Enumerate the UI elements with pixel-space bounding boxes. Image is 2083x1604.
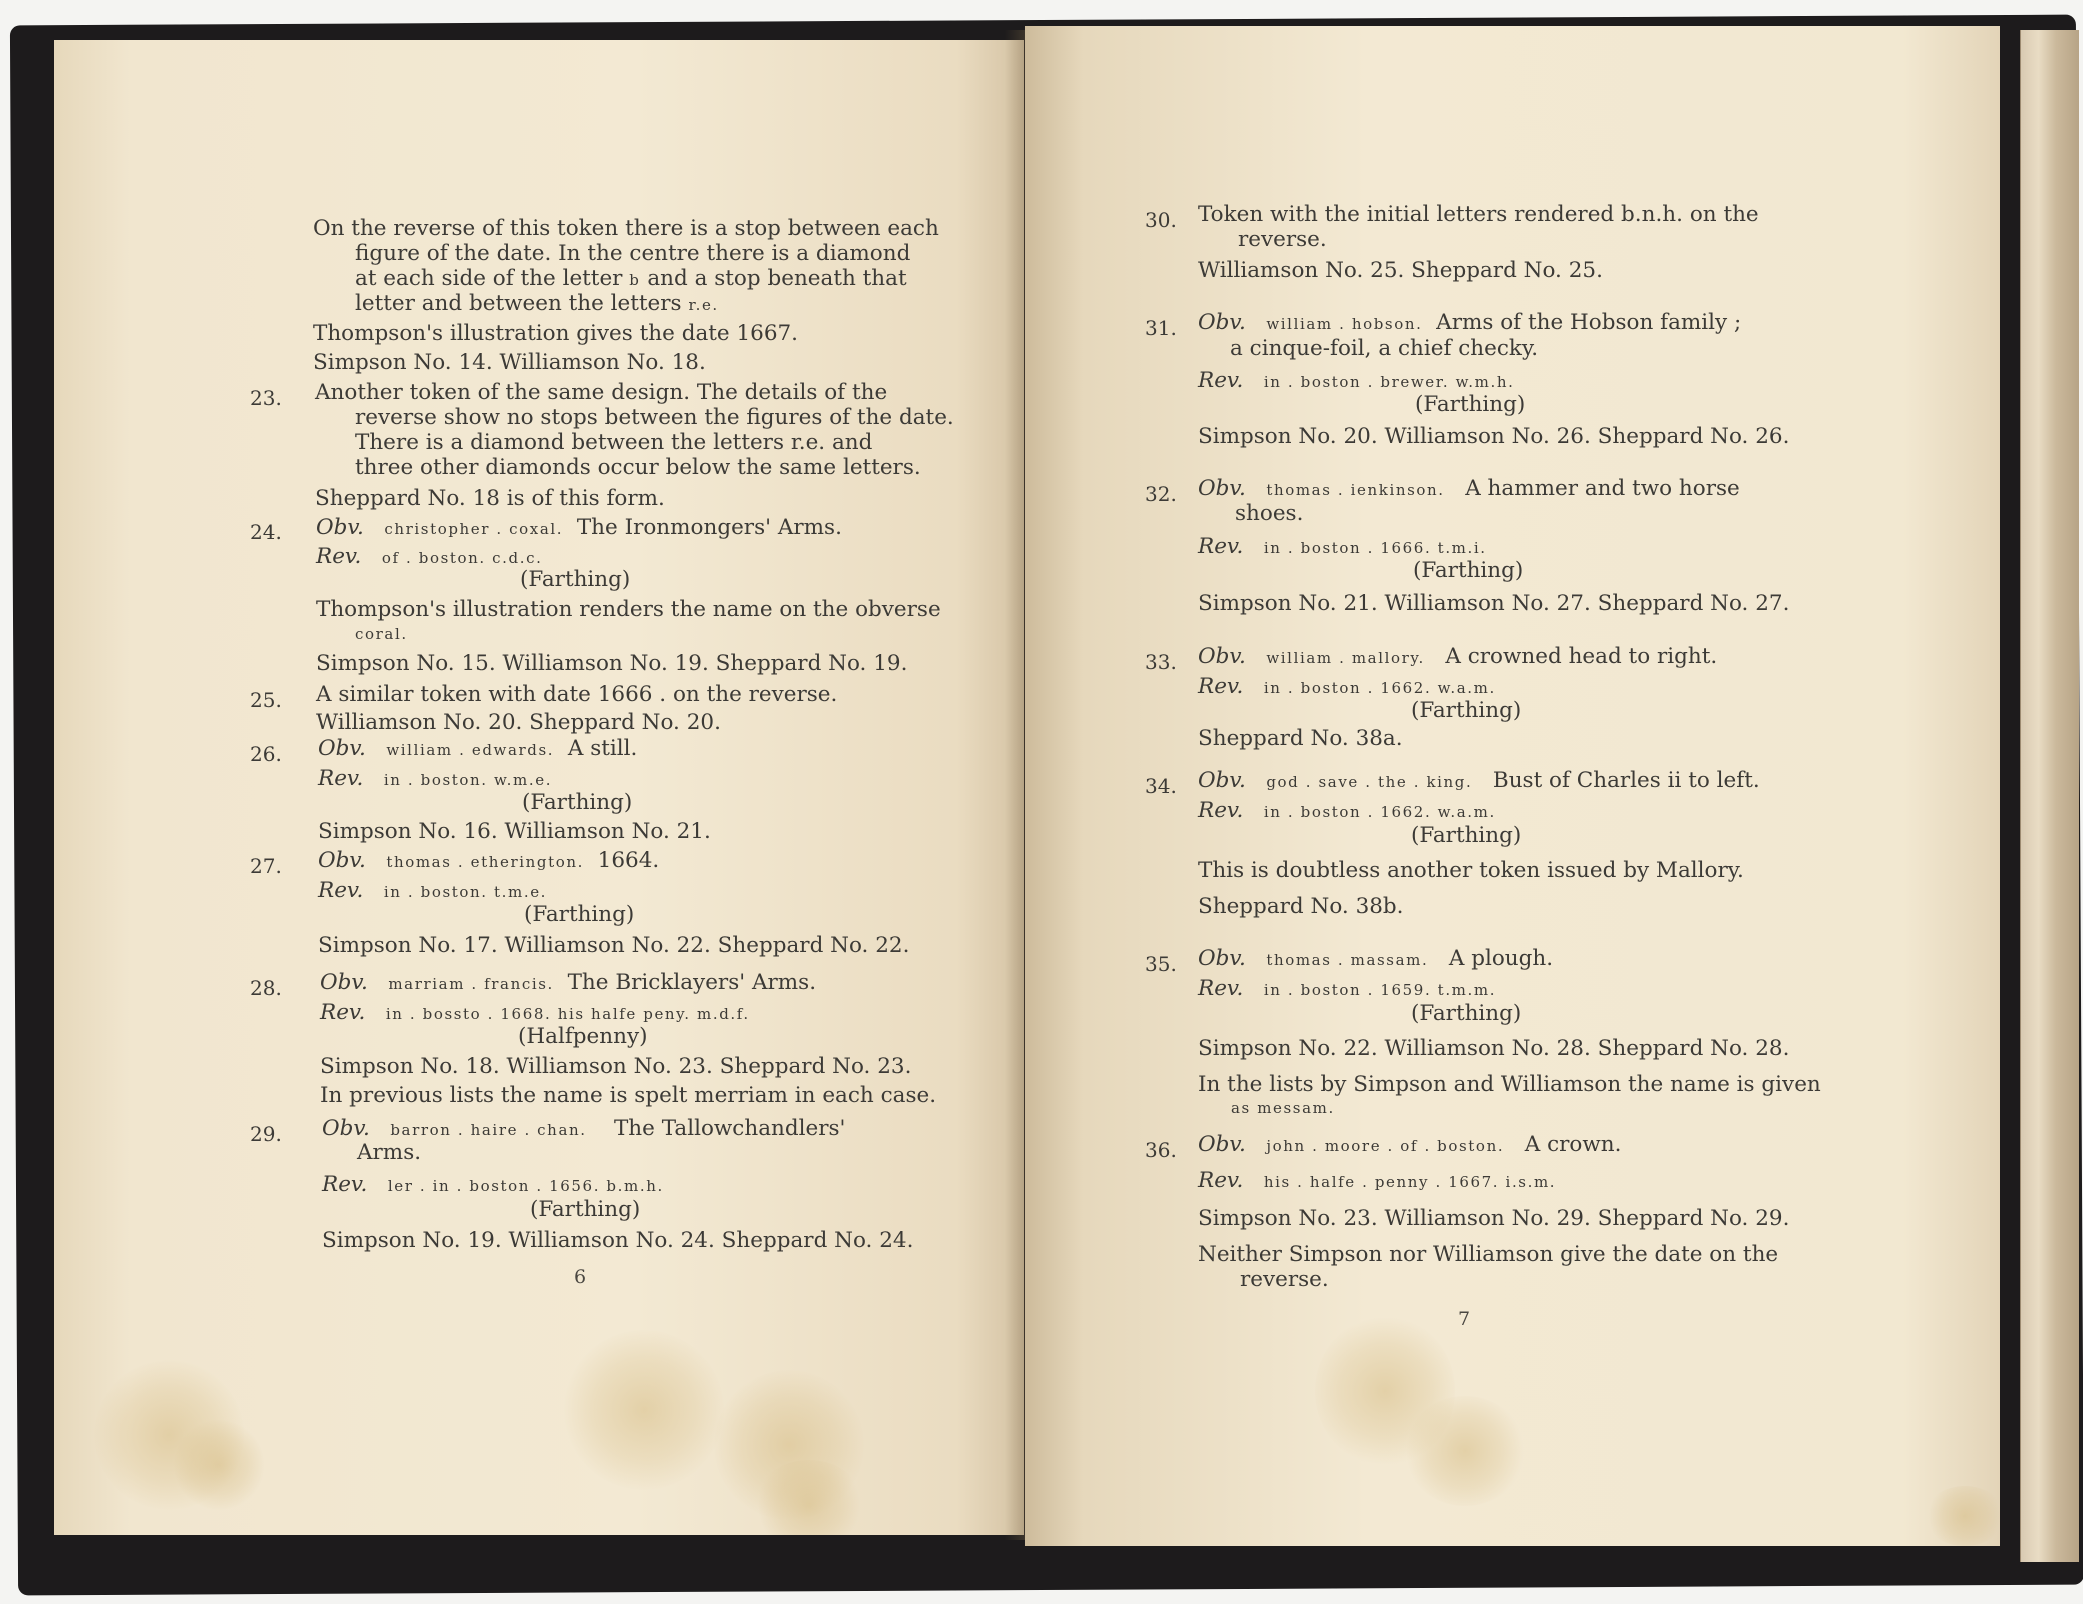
entry-24-note: Thompson's illustration renders the name on the obverse xyxy=(316,597,941,622)
entry-26-refs: Simpson No. 16. Williamson No. 21. xyxy=(318,819,711,844)
entry-25-refs: Williamson No. 20. Sheppard No. 20. xyxy=(316,710,721,735)
entry-28-reverse: Rev. in . bossto . 1668. his halfe peny. m.d.f. xyxy=(320,1000,750,1025)
foxing-stain xyxy=(1925,1486,2000,1546)
entry-24-refs: Simpson No. 15. Williamson No. 19. Sheppard No. 19. xyxy=(316,651,908,676)
entry-25-text: A similar token with date 1666 . on the reverse. xyxy=(316,682,838,707)
entry-23-line: reverse show no stops between the figures of the date. xyxy=(355,405,954,430)
entry-33-obverse: Obv. william . mallory. A crowned head to right. xyxy=(1198,644,1718,669)
entry-23-line: Another token of the same design. The details of the xyxy=(315,380,888,405)
entry-27-number: 27. xyxy=(250,854,282,878)
foxing-stain xyxy=(564,1330,724,1490)
entry-27-denomination: (Farthing) xyxy=(524,902,635,927)
entry-32-refs: Simpson No. 21. Williamson No. 27. Sheppard No. 27. xyxy=(1198,591,1790,616)
entry-30-number: 30. xyxy=(1145,208,1177,232)
entry-35-obverse: Obv. thomas . massam. A plough. xyxy=(1198,946,1554,971)
entry-35-note: as messam. xyxy=(1231,1099,1335,1117)
entry-29-number: 29. xyxy=(250,1122,282,1146)
page-edges xyxy=(2020,30,2079,1562)
entry-34-refs: Sheppard No. 38b. xyxy=(1198,894,1404,919)
entry-29-refs: Simpson No. 19. Williamson No. 24. Sheppard No. 24. xyxy=(322,1228,914,1253)
entry-27-reverse: Rev. in . boston. t.m.e. xyxy=(318,878,548,903)
entry-26-reverse: Rev. in . boston. w.m.e. xyxy=(318,766,553,791)
entry-32-denomination: (Farthing) xyxy=(1413,558,1524,583)
entry-28-number: 28. xyxy=(250,976,282,1000)
entry-32-reverse: Rev. in . boston . 1666. t.m.i. xyxy=(1198,534,1487,559)
entry-28-note: In previous lists the name is spelt merriam in each case. xyxy=(320,1083,937,1108)
entry-28-obverse: Obv. marriam . francis. The Bricklayers' Arms. xyxy=(320,970,817,995)
entry-31-number: 31. xyxy=(1145,316,1177,340)
entry-28-denomination: (Halfpenny) xyxy=(518,1024,648,1049)
intro-refs: Simpson No. 14. Williamson No. 18. xyxy=(313,350,706,375)
entry-31-denomination: (Farthing) xyxy=(1415,392,1526,417)
intro-line-1: On the reverse of this token there is a stop between each xyxy=(313,216,939,241)
entry-31-obverse: Obv. william . hobson. Arms of the Hobson family ; xyxy=(1198,310,1742,335)
entry-30-refs: Williamson No. 25. Sheppard No. 25. xyxy=(1198,258,1603,283)
entry-36-refs: Simpson No. 23. Williamson No. 29. Sheppard No. 29. xyxy=(1198,1206,1790,1231)
entry-36-obverse: Obv. john . moore . of . boston. A crown. xyxy=(1198,1132,1622,1157)
right-page xyxy=(1025,26,2000,1546)
entry-26-number: 26. xyxy=(250,742,282,766)
entry-24-denomination: (Farthing) xyxy=(520,567,631,592)
intro-line-4: letter and between the letters r.e. xyxy=(355,291,719,316)
entry-24-obverse: Obv. christopher . coxal. The Ironmongers' Arms. xyxy=(316,515,842,540)
entry-34-obverse: Obv. god . save . the . king. Bust of Charles ii to left. xyxy=(1198,768,1760,793)
entry-36-note: reverse. xyxy=(1240,1267,1329,1292)
entry-33-number: 33. xyxy=(1145,650,1177,674)
entry-31-refs: Simpson No. 20. Williamson No. 26. Sheppard No. 26. xyxy=(1198,424,1790,449)
entry-29-obverse: Obv. barron . haire . chan. The Tallowchandlers' xyxy=(322,1116,846,1141)
entry-23-line: three other diamonds occur below the same letters. xyxy=(355,455,921,480)
entry-36-note: Neither Simpson nor Williamson give the date on the xyxy=(1198,1242,1779,1267)
intro-line-2: figure of the date. In the centre there is a diamond xyxy=(355,241,911,266)
entry-26-denomination: (Farthing) xyxy=(522,790,633,815)
entry-33-reverse: Rev. in . boston . 1662. w.a.m. xyxy=(1198,674,1496,699)
entry-30-line: Token with the initial letters rendered b.n.h. on the xyxy=(1198,202,1759,227)
entry-34-number: 34. xyxy=(1145,774,1177,798)
entry-27-refs: Simpson No. 17. Williamson No. 22. Sheppard No. 22. xyxy=(318,933,910,958)
entry-35-denomination: (Farthing) xyxy=(1411,1001,1522,1026)
entry-29-reverse: Rev. ler . in . boston . 1656. b.m.h. xyxy=(322,1172,664,1197)
foxing-stain xyxy=(1405,1396,1525,1506)
entry-35-reverse: Rev. in . boston . 1659. t.m.m. xyxy=(1198,976,1497,1001)
entry-35-note: In the lists by Simpson and Williamson the name is given xyxy=(1198,1072,1821,1097)
entry-30-line: reverse. xyxy=(1238,227,1327,252)
entry-24-note: coral. xyxy=(355,625,408,643)
entry-31-reverse: Rev. in . boston . brewer. w.m.h. xyxy=(1198,368,1515,393)
entry-32-obverse-cont: shoes. xyxy=(1235,501,1304,526)
entry-33-denomination: (Farthing) xyxy=(1411,698,1522,723)
entry-25-number: 25. xyxy=(250,688,282,712)
entry-24-number: 24. xyxy=(250,520,282,544)
entry-23-line: There is a diamond between the letters r.e. and xyxy=(355,430,873,455)
entry-32-obverse: Obv. thomas . ienkinson. A hammer and two horse xyxy=(1198,476,1740,501)
entry-33-refs: Sheppard No. 38a. xyxy=(1198,726,1403,751)
entry-36-number: 36. xyxy=(1145,1138,1177,1162)
intro-line-5: Thompson's illustration gives the date 1667. xyxy=(313,321,799,346)
entry-28-refs: Simpson No. 18. Williamson No. 23. Sheppard No. 23. xyxy=(320,1054,912,1079)
entry-24-reverse: Rev. of . boston. c.d.c. xyxy=(316,544,543,569)
foxing-stain xyxy=(174,1420,264,1510)
entry-29-obverse-cont: Arms. xyxy=(357,1140,422,1165)
entry-35-refs: Simpson No. 22. Williamson No. 28. Sheppard No. 28. xyxy=(1198,1036,1790,1061)
page-number: 7 xyxy=(1458,1308,1471,1330)
entry-29-denomination: (Farthing) xyxy=(530,1197,641,1222)
page-number: 6 xyxy=(574,1266,587,1288)
entry-34-reverse: Rev. in . boston . 1662. w.a.m. xyxy=(1198,798,1496,823)
entry-32-number: 32. xyxy=(1145,482,1177,506)
intro-line-3: at each side of the letter b and a stop beneath that xyxy=(355,266,907,291)
entry-35-number: 35. xyxy=(1145,952,1177,976)
left-page xyxy=(54,40,1024,1535)
entry-34-note: This is doubtless another token issued by Mallory. xyxy=(1198,858,1744,883)
entry-23-number: 23. xyxy=(250,386,282,410)
entry-36-reverse: Rev. his . halfe . penny . 1667. i.s.m. xyxy=(1198,1168,1557,1193)
entry-26-obverse: Obv. william . edwards. A still. xyxy=(318,736,638,761)
entry-34-denomination: (Farthing) xyxy=(1411,823,1522,848)
entry-31-obverse-cont: a cinque-foil, a chief checky. xyxy=(1230,336,1539,361)
entry-23-note: Sheppard No. 18 is of this form. xyxy=(315,486,665,511)
entry-27-obverse: Obv. thomas . etherington. 1664. xyxy=(318,848,660,873)
